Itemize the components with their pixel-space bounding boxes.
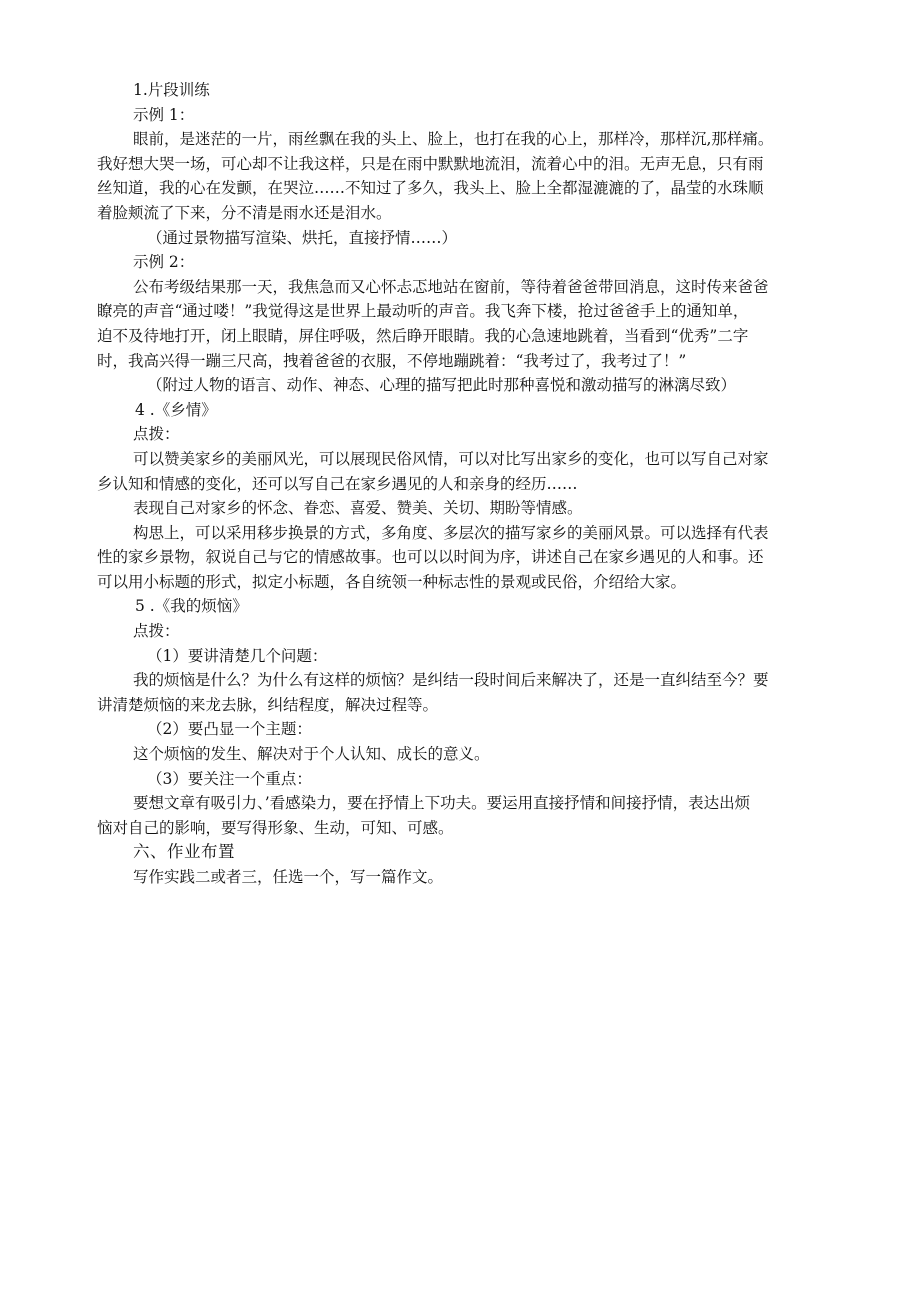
example-2-note: （附过人物的语言、动作、神态、心理的描写把此时那种喜悦和激动描写的淋漓尽致） (147, 376, 737, 395)
example-1-paragraph-line: 我好想大哭一场，可心却不让我这样，只是在雨中默默地流泪，流着心中的泪。无声无息，只有雨 (97, 154, 764, 173)
tips-label: 点拨： (133, 425, 180, 444)
hometown-paragraph-line: 构思上，可以采用移步换景的方式，多角度、多层次的描写家乡的美丽风景。可以选择有代表 (133, 523, 769, 542)
example-2-paragraph-line: 迫不及待地打开，闭上眼睛，屏住呼吸，然后睁开眼睛。我的心急速地跳着，当看到“优秀”二字 (97, 326, 749, 345)
example-2-label: 示例 2： (133, 253, 195, 272)
example-2-paragraph-line: 时，我高兴得一蹦三尺高，拽着爸爸的衣服，不停地蹦跳着：“我考过了，我考过了！” (97, 351, 687, 370)
example-1-paragraph-line: 眼前，是迷茫的一片，雨丝飘在我的头上、脸上，也打在我的心上，那样冷，那样沉,那样痛。 (133, 130, 774, 149)
example-1-paragraph-line: 着脸颊流了下来，分不清是雨水还是泪水。 (97, 203, 392, 222)
section-heading-my-worries: 5 .《我的烦恼》 (135, 597, 248, 616)
section-heading-fragment-training: 1.片段训练 (133, 81, 210, 99)
hometown-paragraph-line: 可以赞美家乡的美丽风光，可以展现民俗风情，可以对比写出家乡的变化，也可以写自己对家 (133, 449, 769, 468)
hometown-paragraph-line: 表现自己对家乡的怀念、眷恋、喜爱、赞美、关切、期盼等情感。 (133, 499, 583, 518)
point-3-heading: （3）要关注一个重点： (147, 769, 312, 788)
example-2-paragraph-line: 瞭亮的声音“通过喽！”我觉得这是世界上最动听的声音。我飞奔下楼，抢过爸爸手上的通知单， (97, 302, 749, 321)
homework-text: 写作实践二或者三，任选一个，写一篇作文。 (133, 868, 444, 886)
point-1-paragraph-line: 讲清楚烦恼的来龙去脉，纠结程度，解决过程等。 (97, 695, 439, 714)
point-1-paragraph-line: 我的烦恼是什么？为什么有这样的烦恼？是纠结一段时间后来解决了，还是一直纠结至今？要 (133, 671, 769, 690)
section-heading-homework: 六、作业布置 (133, 842, 235, 862)
point-3-paragraph-line: 恼对自己的影响，要写得形象、生动，可知、可感。 (97, 818, 454, 837)
example-1-paragraph-line: 丝知道，我的心在发颤，在哭泣……不知过了多久，我头上、脸上全都湿漉漉的了，晶莹的水珠顺 (97, 179, 764, 198)
point-2-paragraph-line: 这个烦恼的发生、解决对于个人认知、成长的意义。 (133, 745, 490, 764)
example-1-note: （通过景物描写渲染、烘托，直接抒情……） (147, 228, 458, 247)
hometown-paragraph-line: 性的家乡景物，叙说自己与它的情感故事。也可以以时间为序，讲述自己在家乡遇见的人和事。还 (97, 548, 764, 567)
point-2-heading: （2）要凸显一个主题： (147, 720, 312, 739)
example-2-paragraph-line: 公布考级结果那一天，我焦急而又心怀忐忑地站在窗前，等待着爸爸带回消息，这时传来爸爸 (133, 277, 769, 296)
document-body (97, 78, 837, 890)
section-heading-hometown: 4 .《乡情》 (135, 400, 217, 419)
point-3-paragraph-line: 要想文章有吸引力、’看感染力，要在抒情上下功夫。要运用直接抒情和间接抒情，表达出烦 (133, 794, 751, 813)
tips-label: 点拨： (133, 622, 180, 641)
example-1-label: 示例 1： (133, 105, 195, 124)
point-1-heading: （1）要讲清楚几个问题： (147, 646, 328, 665)
hometown-paragraph-line: 乡认知和情感的变化，还可以写自己在家乡遇见的人和亲身的经历…… (97, 474, 578, 493)
hometown-paragraph-line: 可以用小标题的形式，拟定小标题，各自统领一种标志性的景观或民俗，介绍给大家。 (97, 572, 687, 591)
